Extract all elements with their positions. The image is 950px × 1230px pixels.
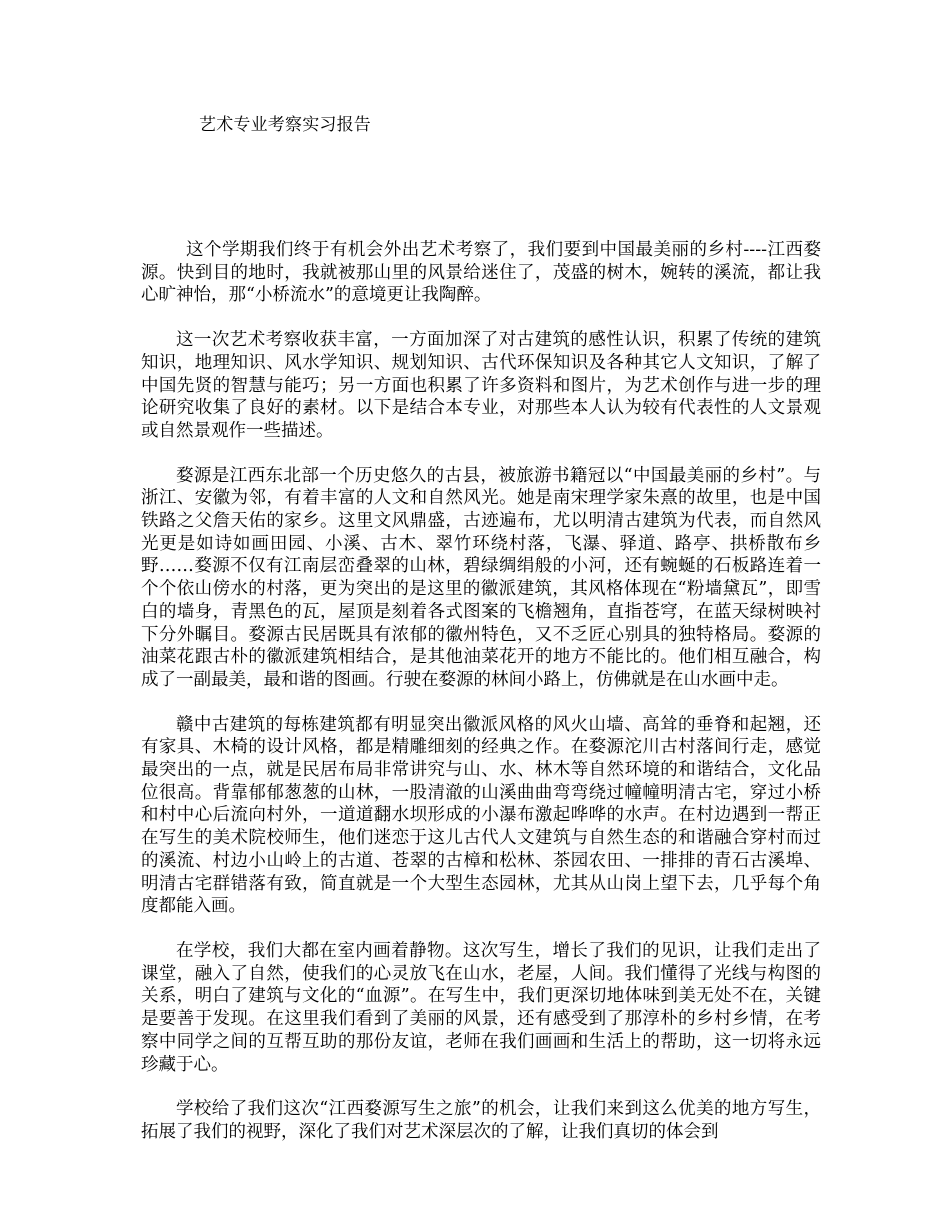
paragraph-3: 婺源是江西东北部一个历史悠久的古县，被旅游书籍冠以“中国最美丽的乡村”。与浙江、安徽为邻，有着丰富的人文和自然风光。她是南宋理学家朱熹的故里，也是中国铁路之父詹天佑的家乡。这里文风鼎盛，古迹遍布，尤以明清古建筑为代表，而自然风光更是如诗如画田园、小溪、古木、翠竹环绕村落，飞瀑、驿道、路亭、拱桥散布乡野……婺源不仅有江南层峦叠翠的山林，碧绿绸绢般的小河，还有蜿蜒的石板路连着一个个依山傍水的村落，更为突出的是这里的徽派建筑，其风格体现在“粉墙黛瓦”，即雪白的墙身，青黑色的瓦，屋顶是刻着各式图案的飞檐翘角，直指苍穹，在蓝天绿树映衬下分外瞩目。婺源古民居既具有浓郁的徽州特色，又不乏匠心别具的独特格局。婺源的油菜花跟古朴的徽派建筑相结合，是其他油菜花开的地方不能比的。他们相互融合，构成了一副最美，最和谐的图画。行驶在婺源的林间小路上，仿佛就是在山水画中走。	[141, 465, 821, 690]
document-title: 艺术专业考察实习报告	[199, 115, 371, 135]
paragraph-4: 赣中古建筑的每栋建筑都有明显突出徽派风格的风火山墙、高耸的垂脊和起翘，还有家具、木椅的设计风格，都是精雕细刻的经典之作。在婺源沱川古村落间行走，感觉最突出的一点，就是民居布局非常讲究与山、水、林木等自然环境的和谐结合，文化品位很高。背靠郁郁葱葱的山林，一股清澈的山溪曲曲弯弯绕过幢幢明清古宅，穿过小桥和村中心后流向村外，一道道翻水坝形成的小瀑布激起哗哗的水声。在村边遇到一帮正在写生的美术院校师生，他们迷恋于这儿古代人文建筑与自然生态的和谐融合穿村而过的溪流、村边小山岭上的古道、苍翠的古樟和松林、茶园农田、一排排的青石古溪埠、明清古宅群错落有致，简直就是一个大型生态园林，尤其从山岗上望下去，几乎每个角度都能入画。	[141, 714, 821, 917]
paragraph-1: 这个学期我们终于有机会外出艺术考察了，我们要到中国最美丽的乡村----江西婺源。快到目的地时，我就被那山里的风景给迷住了，茂盛的树木，婉转的溪流，都让我心旷神怡，那“小桥流水”的意境更让我陶醉。	[141, 240, 821, 306]
paragraph-6: 学校给了我们这次“江西婺源写生之旅”的机会，让我们来到这么优美的地方写生，拓展了我们的视野，深化了我们对艺术深层次的了解，让我们真切的体会到	[141, 1099, 821, 1142]
paragraph-2: 这一次艺术考察收获丰富，一方面加深了对古建筑的感性认识，积累了传统的建筑知识，地理知识、风水学知识、规划知识、古代环保知识及各种其它人文知识，了解了中国先贤的智慧与能巧；另一方面也积累了许多资料和图片，为艺术创作与进一步的理论研究收集了良好的素材。以下是结合本专业，对那些本人认为较有代表性的人文景观或自然景观作一些描述。	[141, 330, 821, 441]
paragraph-5: 在学校，我们大都在室内画着静物。这次写生，增长了我们的见识，让我们走出了课堂，融入了自然，使我们的心灵放飞在山水，老屋，人间。我们懂得了光线与构图的关系，明白了建筑与文化的“血源”。在写生中，我们更深切地体味到美无处不在，关键是要善于发现。在这里我们看到了美丽的风景，还有感受到了那淳朴的乡村乡情，在考察中同学之间的互帮互助的那份友谊，老师在我们画画和生活上的帮助，这一切将永远珍藏于心。	[141, 940, 821, 1075]
document-body	[141, 239, 821, 1166]
